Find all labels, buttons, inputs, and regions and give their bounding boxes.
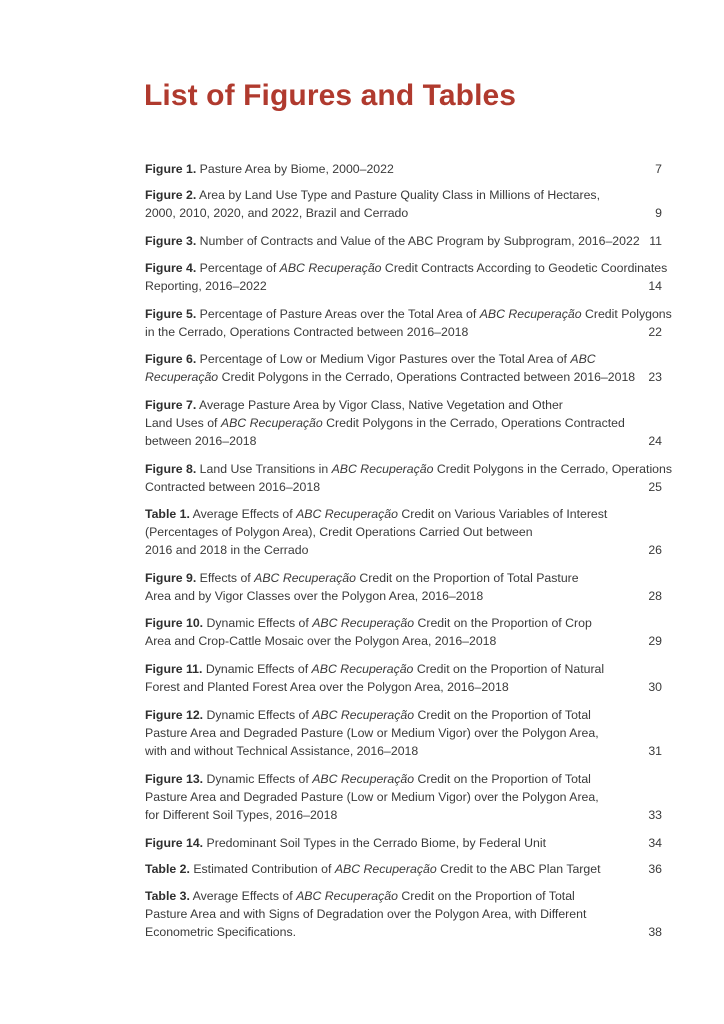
toc-entry-label: Figure 2. <box>145 188 197 202</box>
toc-entry-line <box>145 505 662 523</box>
toc-entry-line <box>145 788 662 806</box>
toc-entry-text: Average Pasture Area by Vigor Class, Native Vegetation and Other <box>199 398 563 412</box>
toc-entry-line <box>145 414 662 432</box>
toc-entry-text: Number of Contracts and Value of the ABC Program by Subprogram, 2016–2022 <box>199 234 640 248</box>
toc-entry-text: Reporting, 2016–2022 <box>145 279 267 294</box>
toc-entry-text: between 2016–2018 <box>145 434 257 449</box>
toc-entry-text: Average Effects of <box>192 889 297 903</box>
toc-entry[interactable] <box>145 505 662 560</box>
toc-entry-line <box>145 323 662 341</box>
toc-entry-text: Average Effects of <box>192 507 297 521</box>
toc-page-number: 34 <box>648 836 662 850</box>
toc-entry-text: Percentage of Low or Medium Vigor Pastures over the Total Area of <box>199 352 571 366</box>
toc-entry-line <box>145 160 662 178</box>
toc-entry-text: Predominant Soil Types in the Cerrado Biome, by Federal Unit <box>206 836 546 850</box>
toc-entry-text: Credit on the Proportion of Total Pasture <box>356 571 579 585</box>
toc-entry-line <box>145 277 662 295</box>
toc-entry-text: Credit Polygons <box>581 307 672 321</box>
toc-entry-label: Figure 4. <box>145 261 197 275</box>
page-title: List of Figures and Tables <box>144 79 517 112</box>
toc-entry-line <box>145 834 662 852</box>
toc-entry-line <box>145 678 662 696</box>
toc-entry-line <box>145 632 662 650</box>
toc-entry-text: Contracted between 2016–2018 <box>145 480 321 495</box>
toc-entry-line <box>145 923 662 941</box>
toc-entry-text: Area and by Vigor Classes over the Polygon Area, 2016–2018 <box>145 589 484 604</box>
toc-entry[interactable] <box>145 614 662 650</box>
toc-entry-line <box>145 541 662 559</box>
toc-page-number: 24 <box>648 434 662 449</box>
toc-entry-label: Figure 11. <box>145 662 203 676</box>
toc-entry-line <box>145 887 662 905</box>
toc-page-number: 7 <box>655 162 662 176</box>
toc-entry-label: Figure 10. <box>145 616 204 630</box>
toc-entry-text: 2016 and 2018 in the Cerrado <box>145 543 309 558</box>
toc-page-number: 36 <box>648 862 662 876</box>
toc-page-number: 29 <box>648 634 662 649</box>
toc-entry-line <box>145 724 662 742</box>
toc-page-number: 14 <box>648 279 662 294</box>
toc-entry-line <box>145 569 662 587</box>
toc-entry-text: ABC Recuperação <box>220 416 323 431</box>
toc-entry-line <box>145 614 662 632</box>
toc-entry-text: ABC <box>570 352 596 366</box>
toc-entry-text: Pasture Area and Degraded Pasture (Low or Medium Vigor) over the Polygon Area, <box>145 726 599 741</box>
toc-entry[interactable] <box>145 305 672 341</box>
toc-entry-line <box>145 770 662 788</box>
toc-page-number: 22 <box>648 325 662 340</box>
toc-entry-line <box>145 706 662 724</box>
toc-entry-text: ABC Recuperação <box>312 616 415 630</box>
toc-entry-text: ABC Recuperação <box>479 307 582 321</box>
toc-entry-text: (Percentages of Polygon Area), Credit Operations Carried Out between <box>145 525 533 540</box>
toc-entry-text: Area and Crop-Cattle Mosaic over the Polygon Area, 2016–2018 <box>145 634 497 649</box>
toc-entry-label: Figure 14. <box>145 836 204 850</box>
toc-entry-text: ABC Recuperação <box>334 862 437 876</box>
toc-entry[interactable] <box>145 834 662 852</box>
toc-entry-text: Land Use Transitions in <box>199 462 332 476</box>
toc-entry-line <box>145 232 662 250</box>
toc-entry-label: Figure 8. <box>145 462 197 476</box>
toc-entry-line <box>145 186 662 204</box>
toc-page-number: 25 <box>648 480 662 495</box>
toc-entry-line <box>145 204 662 222</box>
toc-entry-text: Pasture Area by Biome, 2000–2022 <box>199 162 394 176</box>
toc-entry[interactable] <box>145 259 668 295</box>
toc-entry-text: Pasture Area and with Signs of Degradation over the Polygon Area, with Different <box>145 907 587 922</box>
toc-entry-text: Credit on the Proportion of Crop <box>414 616 592 630</box>
toc-page-number: 9 <box>655 206 662 221</box>
toc-entry-text: for Different Soil Types, 2016–2018 <box>145 808 338 823</box>
toc-entry-text: Credit on the Proportion of Natural <box>413 662 605 676</box>
toc-entry-label: Table 3. <box>145 889 190 903</box>
toc-entry-line <box>145 432 662 450</box>
toc-entry-line <box>145 396 662 414</box>
toc-entry-text: Econometric Specifications. <box>145 925 297 940</box>
toc-page-number: 38 <box>648 925 662 940</box>
toc-entry-label: Figure 1. <box>145 162 197 176</box>
toc-entry-text: Dynamic Effects of <box>206 772 313 786</box>
toc-entry-label: Figure 5. <box>145 307 197 321</box>
toc-entry-text: ABC Recuperação <box>296 507 398 521</box>
toc-entry-line <box>145 806 662 824</box>
toc-entry-text: ABC Recuperação <box>279 261 382 275</box>
toc-entry-text: Dynamic Effects of <box>206 616 313 630</box>
toc-entry-line <box>145 742 662 760</box>
toc-entry-label: Figure 13. <box>145 772 204 786</box>
toc-page-number: 11 <box>649 234 662 248</box>
toc-entry-line <box>145 860 662 878</box>
toc-entry-text: Percentage of <box>199 261 280 275</box>
toc-entry[interactable] <box>145 396 662 451</box>
toc-entry-label: Table 2. <box>145 862 190 876</box>
toc-entry[interactable] <box>145 706 662 761</box>
toc-entry-text: Percentage of Pasture Areas over the Total Area of <box>199 307 480 321</box>
toc-entry[interactable] <box>145 232 662 250</box>
toc-page-number: 31 <box>648 744 662 759</box>
toc-entry[interactable] <box>145 887 662 942</box>
toc-entry-text: 2000, 2010, 2020, and 2022, Brazil and Cerrado <box>145 206 409 221</box>
toc-entry-text: in the Cerrado, Operations Contracted between 2016–2018 <box>145 325 469 340</box>
toc-entry-text: Credit to the ABC Plan Target <box>436 862 601 876</box>
toc-entry-text: Credit Polygons in the Cerrado, Operations Contracted between 2016–2018 <box>218 370 636 385</box>
toc-entry-text: Area by Land Use Type and Pasture Quality Class in Millions of Hectares, <box>199 188 600 202</box>
toc-entry-text: Credit on the Proportion of Total <box>414 708 591 722</box>
toc-entry-line <box>145 523 662 541</box>
toc-entry[interactable] <box>145 770 662 825</box>
toc-entry-text: Dynamic Effects of <box>206 708 313 722</box>
toc-entry-label: Figure 12. <box>145 708 204 722</box>
toc-entry-line <box>145 259 668 277</box>
toc-entry-text: Credit on Various Variables of Interest <box>397 507 608 521</box>
toc-entry-text: ABC Recuperação <box>331 462 434 476</box>
toc-entry-text: ABC Recuperação <box>311 662 414 676</box>
toc-entry-text: Credit on the Proportion of Total <box>414 772 591 786</box>
toc-page-number: 28 <box>648 589 662 604</box>
toc-entry-text: Dynamic Effects of <box>205 662 312 676</box>
toc-entry-text: Recuperação <box>145 370 219 385</box>
toc-entry-text: Credit Contracts According to Geodetic Coordinates <box>381 261 668 275</box>
toc-entry-line <box>145 660 662 678</box>
toc-entry[interactable] <box>145 569 662 605</box>
toc-entry[interactable] <box>145 160 662 178</box>
toc-page-number: 33 <box>648 808 662 823</box>
toc-entry[interactable] <box>145 860 662 878</box>
toc-page-number: 23 <box>648 370 662 385</box>
toc-entry-line <box>145 460 672 478</box>
toc-entry[interactable] <box>145 660 662 696</box>
toc-entry-line <box>145 905 662 923</box>
toc-entry-label: Figure 7. <box>145 398 197 412</box>
toc-entry-text: ABC Recuperação <box>254 571 356 585</box>
toc-entry-label: Figure 3. <box>145 234 197 248</box>
toc-entry-label: Figure 6. <box>145 352 197 366</box>
toc-entry-line <box>145 305 672 323</box>
toc-entry[interactable] <box>145 350 662 386</box>
toc-entry-text: Estimated Contribution of <box>193 862 335 876</box>
toc-entry-text: Land Uses of <box>145 416 221 431</box>
toc-page-number: 26 <box>648 543 662 558</box>
toc-entry-text: Pasture Area and Degraded Pasture (Low or Medium Vigor) over the Polygon Area, <box>145 790 599 805</box>
toc-entry-line <box>145 350 662 368</box>
toc-entry-text: Credit Polygons in the Cerrado, Operations Contracted <box>322 416 625 431</box>
toc-entry-text: Effects of <box>199 571 255 585</box>
toc-entry-line <box>145 587 662 605</box>
toc-entry-text: Forest and Planted Forest Area over the Polygon Area, 2016–2018 <box>145 680 509 695</box>
toc-entry-text: ABC Recuperação <box>312 708 415 722</box>
toc-entry-text: Credit on the Proportion of Total <box>397 889 575 903</box>
toc-entry-label: Figure 9. <box>145 571 197 585</box>
toc-entry-text: Credit Polygons in the Cerrado, Operations <box>433 462 672 476</box>
toc-entry[interactable] <box>145 460 672 496</box>
toc-entry-label: Table 1. <box>145 507 190 521</box>
toc-entry-text: ABC Recuperação <box>312 772 415 786</box>
toc-entry-text: ABC Recuperação <box>296 889 398 903</box>
toc-page-number: 30 <box>648 680 662 695</box>
toc-entry[interactable] <box>145 186 662 222</box>
toc-entry-line <box>145 368 662 386</box>
toc-entry-text: with and without Technical Assistance, 2016–2018 <box>145 744 419 759</box>
toc-entry-line <box>145 478 662 496</box>
